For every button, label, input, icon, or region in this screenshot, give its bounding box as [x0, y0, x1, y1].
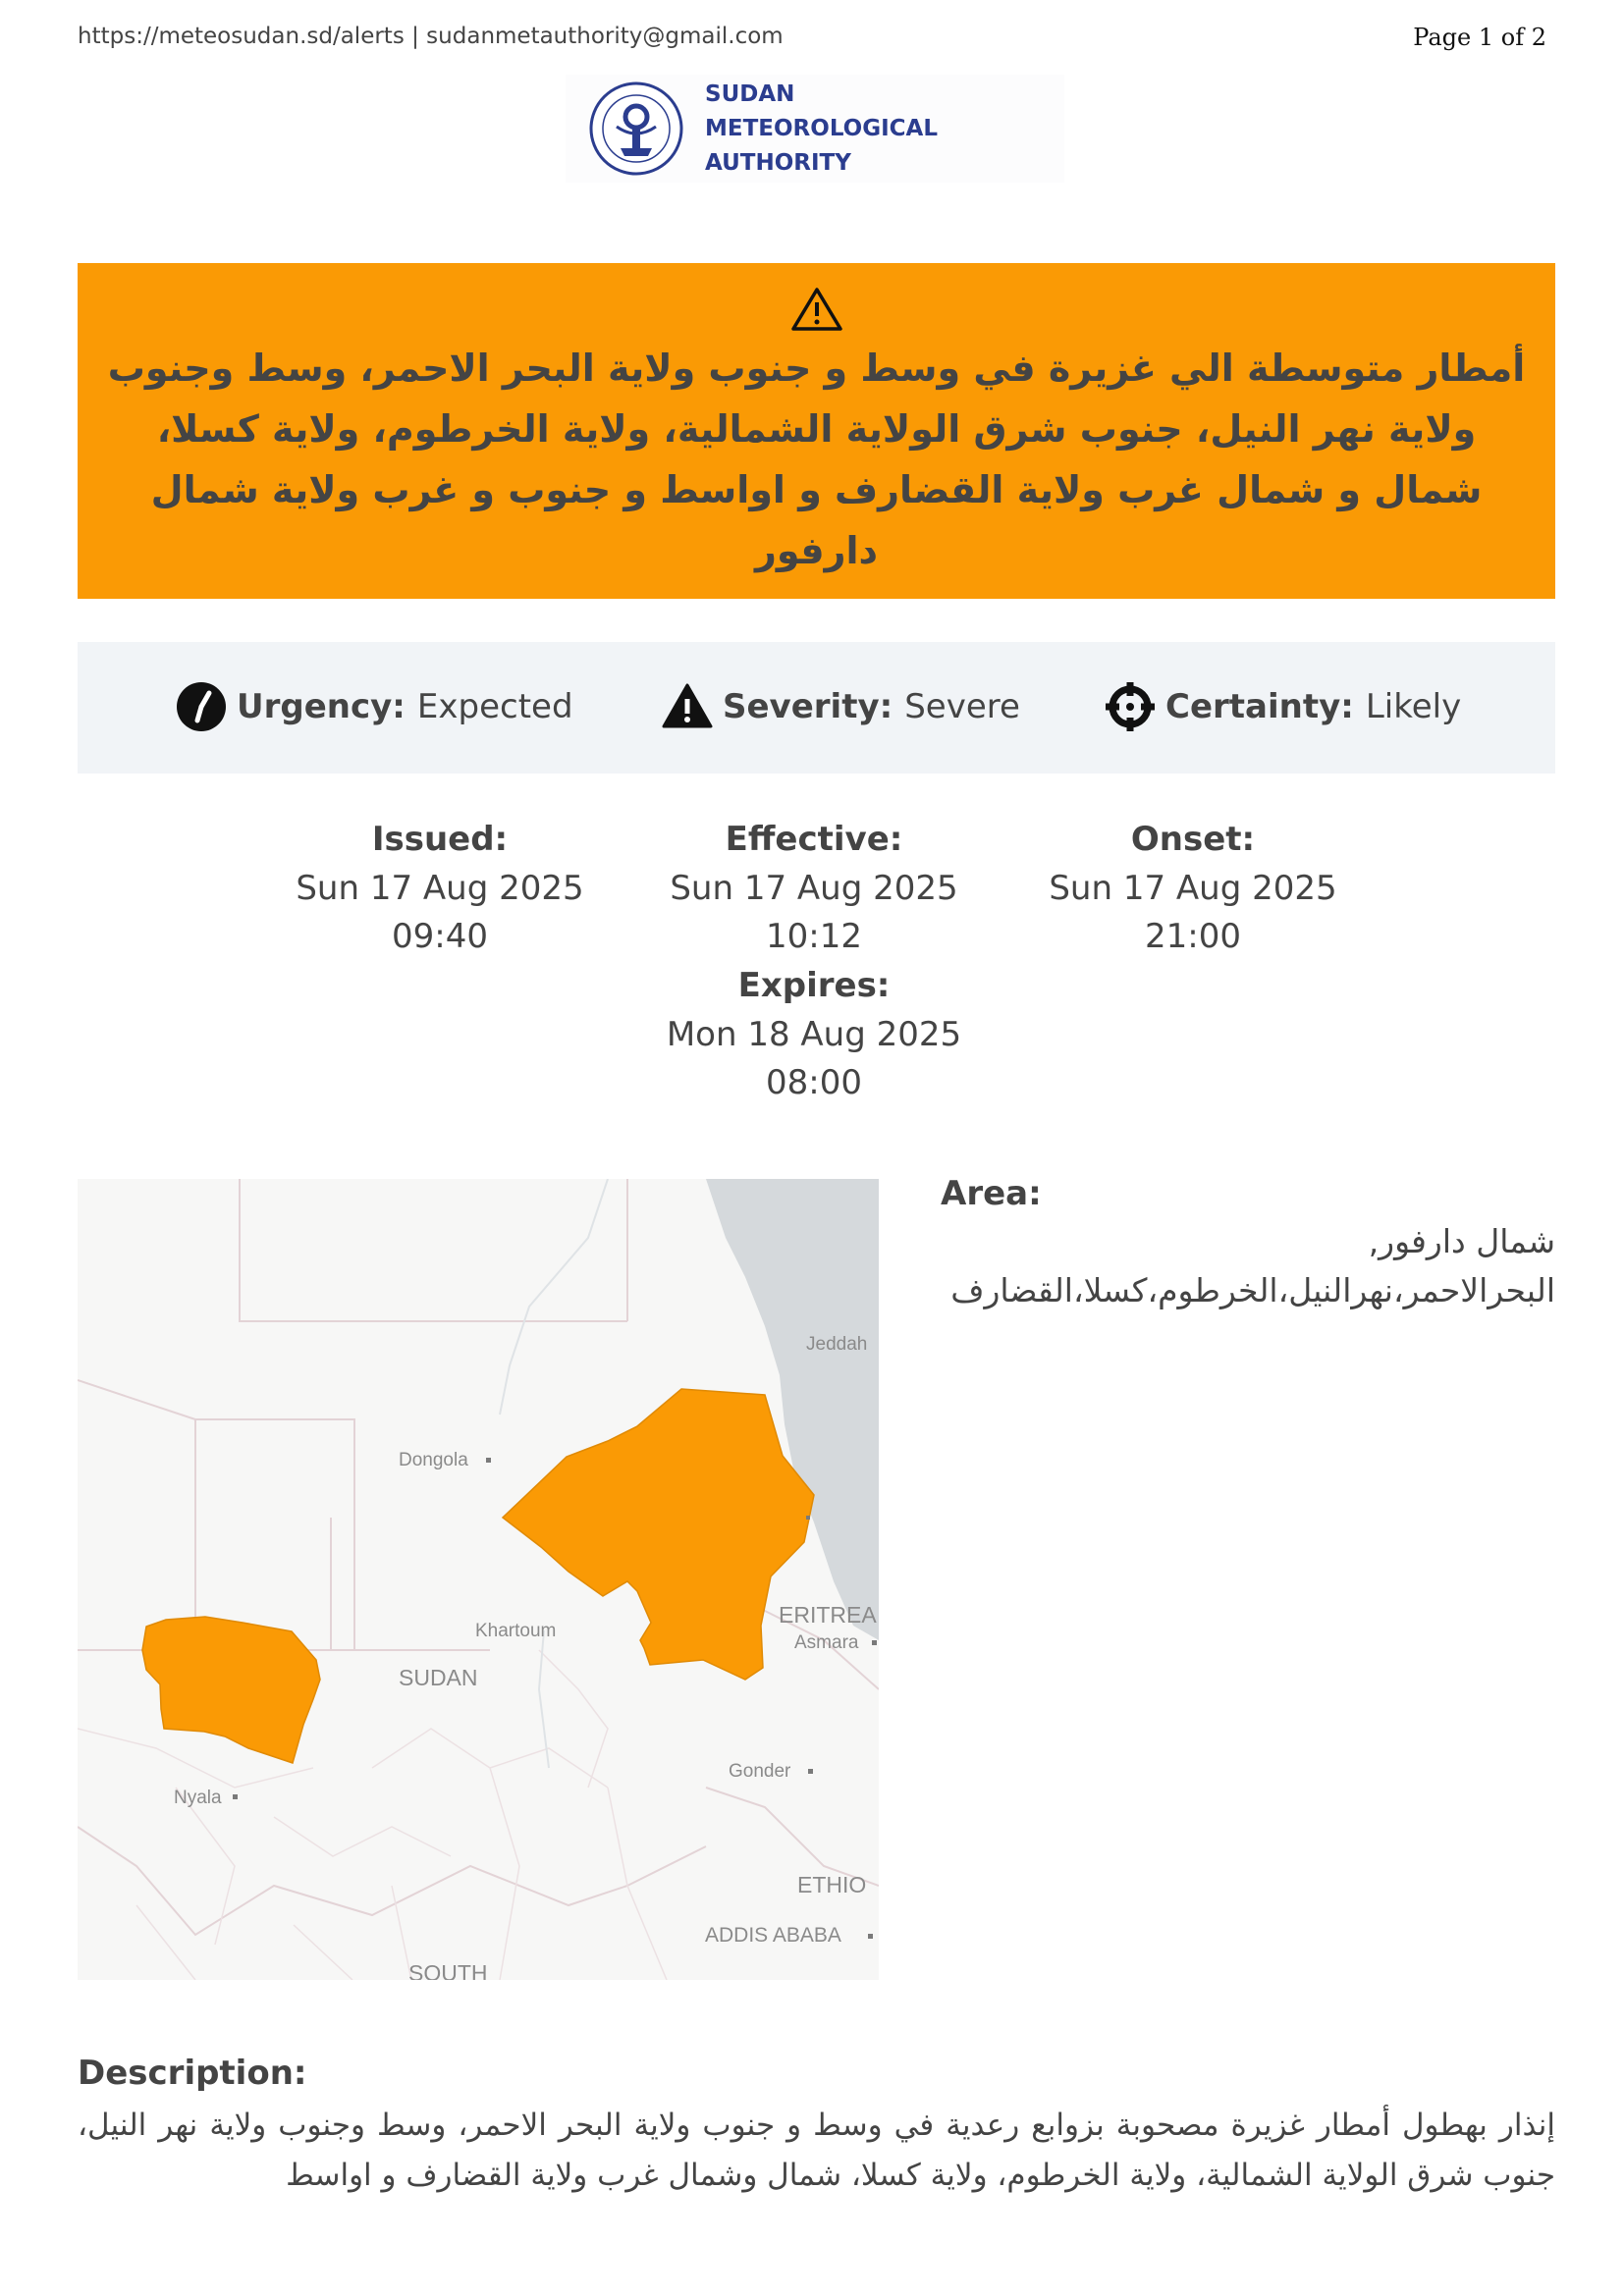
area-section	[941, 1174, 1555, 1315]
authority-logo	[566, 75, 1064, 183]
certainty-label: Certainty:	[1165, 687, 1354, 726]
alert-headline: أمطار متوسطة الي غزيرة في وسط و جنوب ولاية البحر الاحمر، وسط وجنوب ولاية نهر النيل، جنوب شرق الولاية الشمالية، ولاية الخرطوم، ولاية كسلا، شمال و شمال غرب ولاية القضارف و اواسط و جنوب و غرب ولاية شمال دارفور	[107, 347, 1526, 572]
severity-value: Severe	[904, 687, 1020, 726]
page-number: Page 1 of 2	[1413, 24, 1546, 51]
logo-line-2: METEOROLOGICAL	[705, 115, 938, 141]
map-label-jeddah: Jeddah	[806, 1334, 868, 1355]
effective-label: Effective:	[725, 820, 903, 859]
description-section	[78, 2054, 1555, 2201]
area-value: شمال دارفور, البحرالاحمر،نهرالنيل،الخرطوم،كسلا،القضارف	[950, 1222, 1555, 1309]
issued-time: 09:40	[392, 917, 488, 956]
issued-label: Issued:	[371, 820, 509, 859]
effective-time: 10:12	[766, 917, 862, 956]
page-header-contact	[78, 24, 784, 49]
effective-date: Sun 17 Aug 2025	[670, 869, 958, 908]
onset-label: Onset:	[1130, 820, 1256, 859]
map-label-asmara: Asmara	[794, 1632, 859, 1653]
map-label-ethiopia: ETHIO	[797, 1872, 867, 1897]
authority-name	[705, 78, 938, 181]
alert-area-map[interactable]	[78, 1179, 879, 1980]
onset-date: Sun 17 Aug 2025	[1049, 869, 1337, 908]
onset-time: 21:00	[1145, 917, 1241, 956]
map-label-addis-ababa: ADDIS ABABA	[705, 1924, 841, 1947]
authority-seal-icon	[587, 80, 685, 178]
map-label-khartoum: Khartoum	[475, 1621, 557, 1641]
expires-date: Mon 18 Aug 2025	[666, 1015, 962, 1054]
map-canvas	[78, 1179, 879, 1980]
onset-block	[1044, 815, 1342, 960]
expires-label: Expires:	[737, 966, 891, 1005]
contact-email[interactable]: | sudanmetauthority@gmail.com	[404, 24, 784, 49]
issued-date: Sun 17 Aug 2025	[296, 869, 584, 908]
alert-banner	[78, 263, 1555, 599]
clock-icon	[176, 681, 227, 732]
exclamation-triangle-icon	[662, 681, 713, 732]
alert-levels-bar	[78, 642, 1555, 774]
urgency-value: Expected	[416, 687, 573, 726]
certainty-indicator	[1105, 681, 1461, 732]
urgency-indicator	[176, 681, 573, 732]
severity-label: Severity:	[723, 687, 893, 726]
map-label-south: SOUTH	[408, 1960, 488, 1980]
issued-block	[291, 815, 589, 960]
map-label-eritrea: ERITREA	[779, 1602, 877, 1628]
effective-block	[665, 815, 963, 960]
description-text: إنذار بهطول أمطار غزيرة مصحوبة بزوابع رعدية في وسط و جنوب ولاية البحر الاحمر، وسط وجنوب ولاية نهر النيل، جنوب شرق الولاية الشمالية، ولاية الخرطوم، ولاية كسلا، شمال وشمال غرب ولاية القضارف و اواسط	[78, 2108, 1555, 2193]
urgency-label: Urgency:	[237, 687, 406, 726]
map-label-dongola: Dongola	[399, 1450, 468, 1470]
map-label-nyala: Nyala	[174, 1788, 222, 1808]
logo-line-3: AUTHORITY	[705, 149, 851, 176]
severity-indicator	[662, 681, 1020, 732]
expires-block	[665, 961, 963, 1106]
certainty-value: Likely	[1365, 687, 1462, 726]
area-label: Area:	[941, 1174, 1042, 1213]
logo-line-1: SUDAN	[705, 80, 795, 107]
expires-time: 08:00	[766, 1063, 862, 1102]
crosshair-icon	[1105, 681, 1156, 732]
description-label: Description:	[78, 2054, 307, 2093]
warning-triangle-icon	[790, 286, 843, 333]
map-label-gonder: Gonder	[729, 1761, 791, 1782]
map-label-sudan: SUDAN	[399, 1665, 478, 1690]
source-url[interactable]: https://meteosudan.sd/alerts	[78, 24, 405, 49]
